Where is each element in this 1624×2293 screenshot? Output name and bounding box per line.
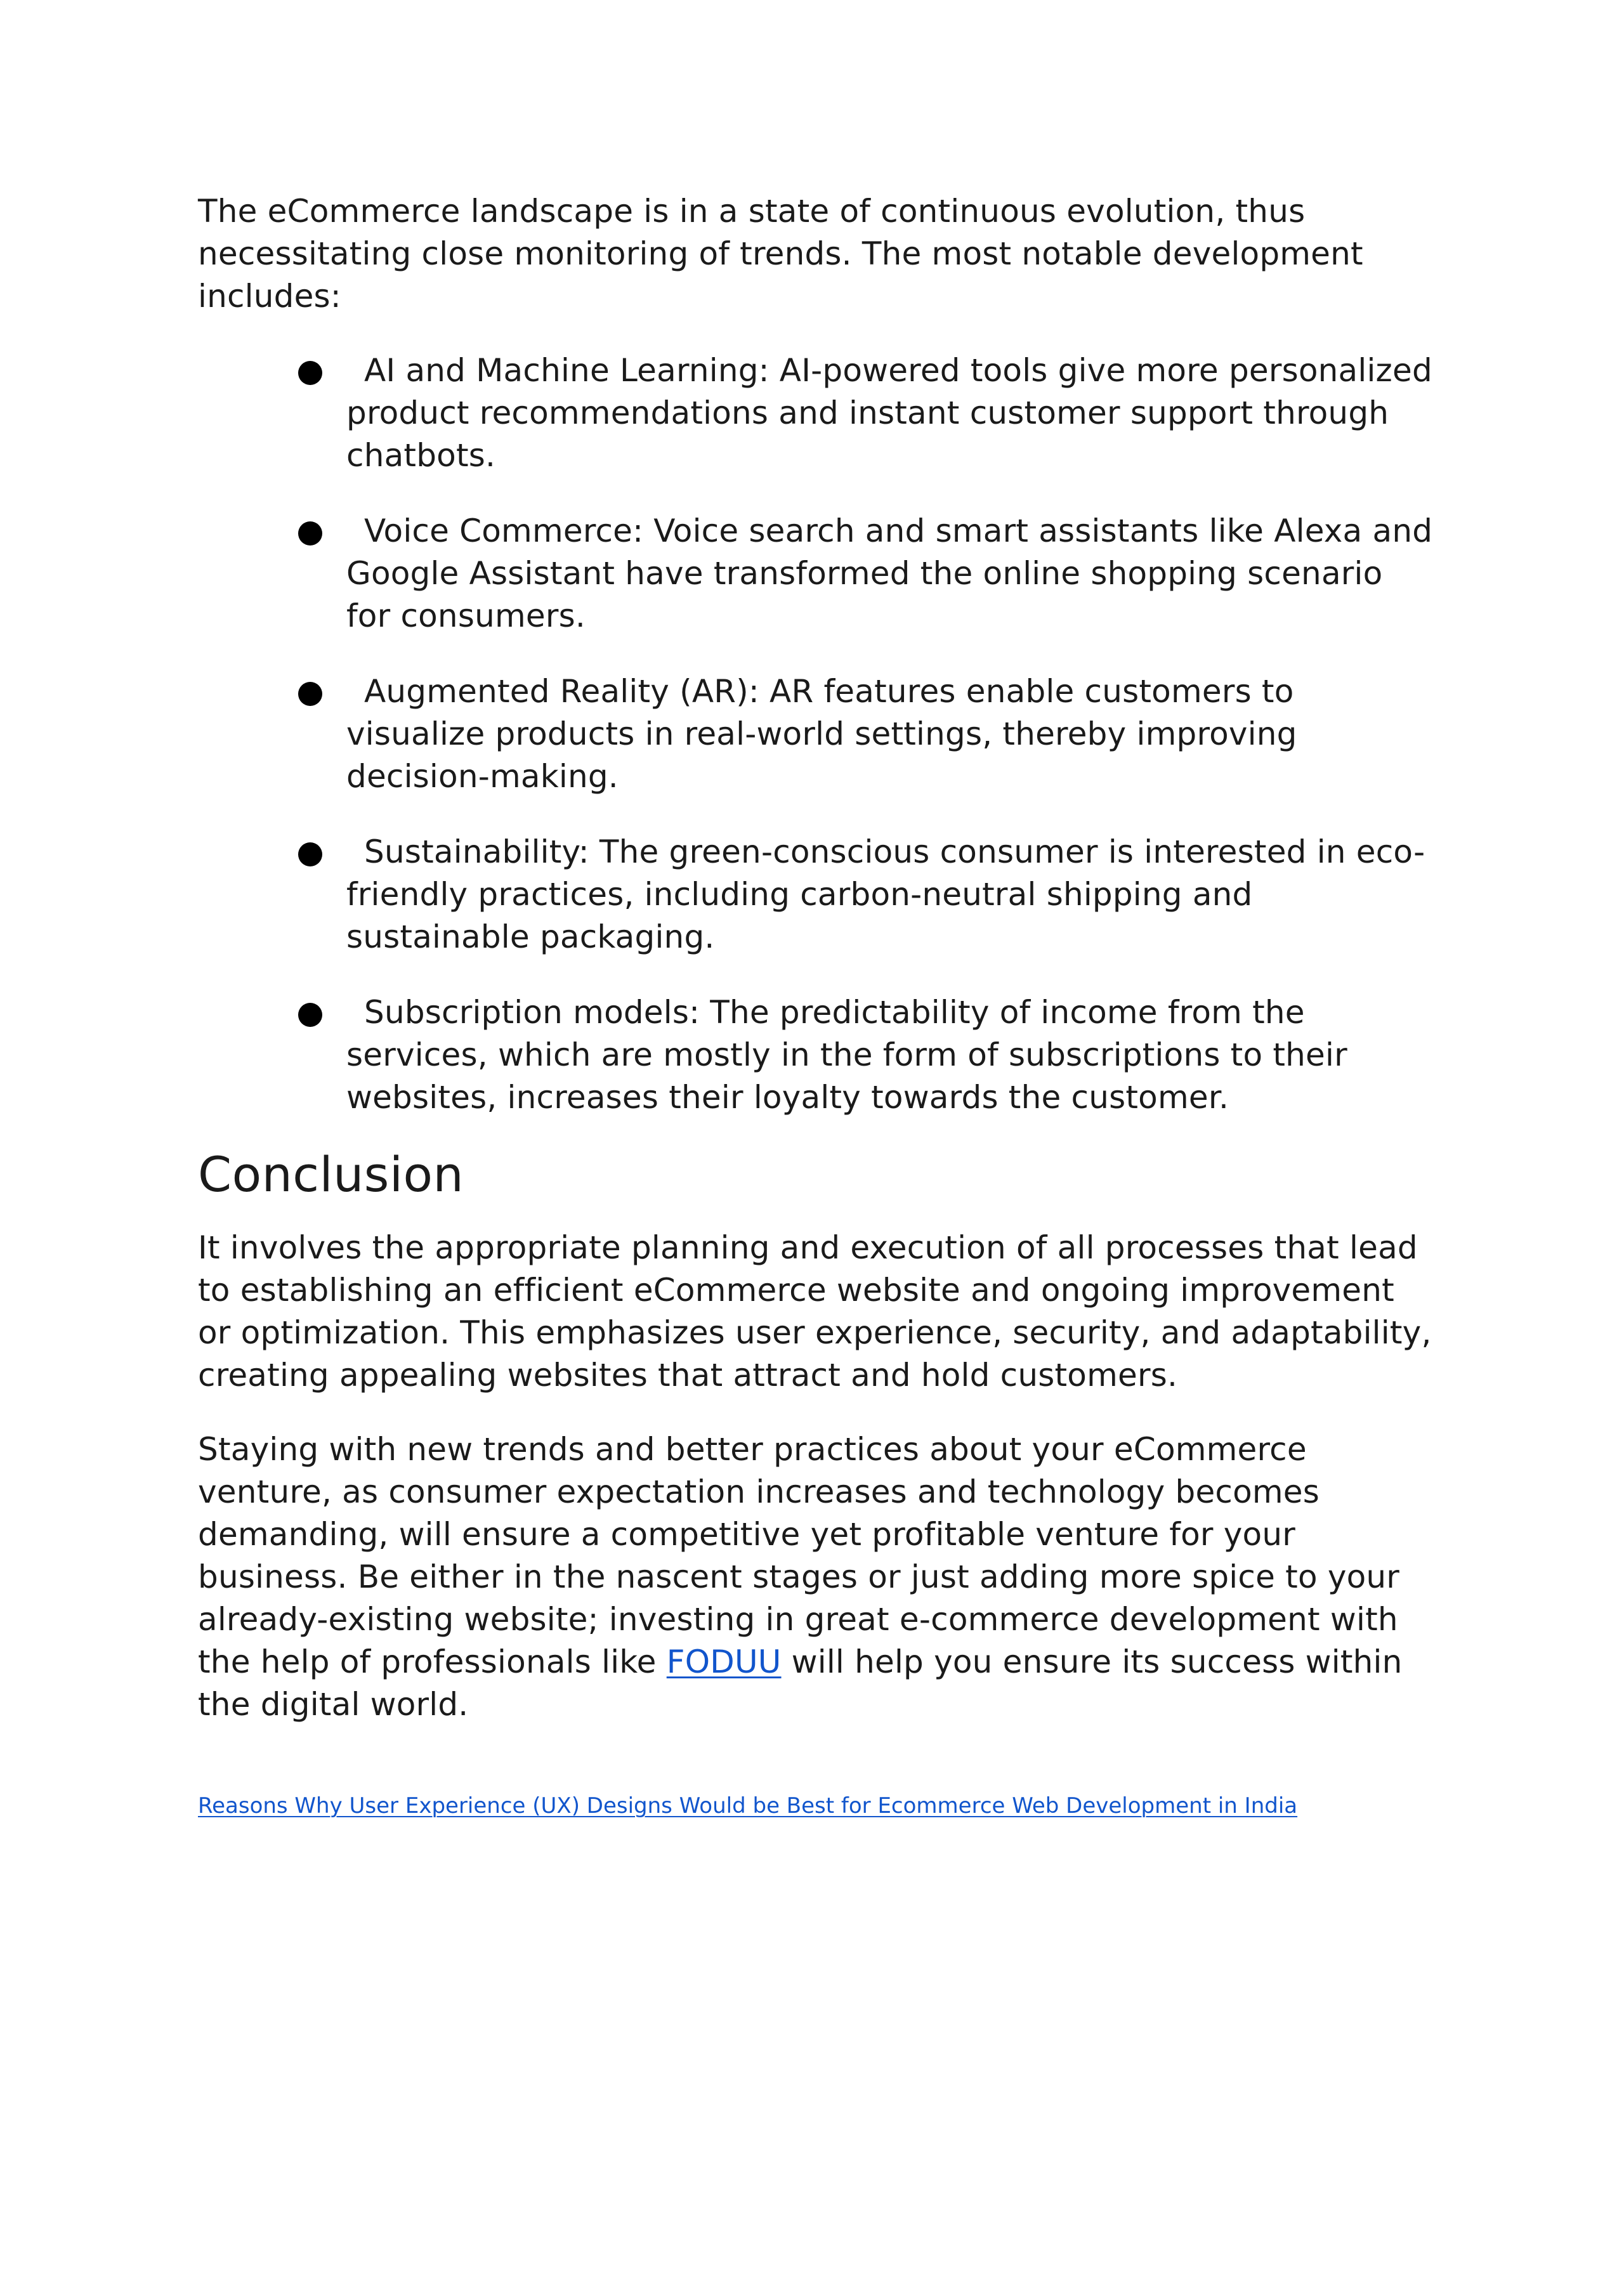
conclusion-paragraph-1: It involves the appropriate planning and execution of all processes that lead to establishing an efficient eCommerce website and ongoing improvement or optimization. This emphasizes user experience, security, and adaptability, creating appealing websites that attract and hold customers. — [198, 1229, 1432, 1394]
bullet-dot-icon — [298, 521, 322, 545]
conclusion-paragraph-2-end: will help you ensure its success within the digital world. — [198, 1643, 1403, 1723]
document-page — [198, 190, 1435, 1820]
list-item-text: Sustainability: The green-conscious consumer is interested in eco-friendly practices, including carbon-neutral shipping and sustainable packaging. — [346, 833, 1425, 955]
foduu-link[interactable]: FODUU — [666, 1643, 782, 1680]
list-item-text: Augmented Reality (AR): AR features enable customers to visualize products in real-world settings, thereby improving decision-making. — [346, 673, 1297, 795]
list-item — [198, 670, 1435, 798]
bullet-dot-icon — [298, 682, 322, 706]
trend-list — [198, 350, 1435, 1119]
list-item — [198, 991, 1435, 1119]
list-item-text: AI and Machine Learning: AI-powered tools give more personalized product recommendations and instant customer support through chatbots. — [346, 352, 1432, 474]
conclusion-paragraph-2-text: Staying with new trends and better practices about your eCommerce venture, as consumer expectation increases and technology becomes demanding, will ensure a competitive yet profitable venture for your business. Be either in the nascent stages or just adding more spice to your already-existing website; investing in great e-commerce development with the help of professionals like — [198, 1431, 1400, 1680]
conclusion-heading: Conclusion — [198, 1146, 464, 1203]
bullet-dot-icon — [298, 1003, 322, 1027]
list-item — [198, 510, 1435, 637]
list-item-text: Voice Commerce: Voice search and smart assistants like Alexa and Google Assistant have transformed the online shopping scenario for consumers. — [346, 513, 1433, 634]
related-article-link[interactable]: Reasons Why User Experience (UX) Designs Would be Best for Ecommerce Web Development in India — [198, 1793, 1298, 1819]
bullet-dot-icon — [298, 842, 322, 866]
intro-paragraph: The eCommerce landscape is in a state of continuous evolution, thus necessitating close monitoring of trends. The most notable development includes: — [198, 193, 1363, 315]
list-item-text: Subscription models: The predictability of income from the services, which are mostly in the form of subscriptions to their websites, increases their loyalty towards the customer. — [346, 994, 1347, 1116]
conclusion-paragraph-2 — [198, 1428, 1435, 1726]
list-item — [198, 350, 1435, 477]
list-item — [198, 831, 1435, 958]
bullet-dot-icon — [298, 361, 322, 385]
